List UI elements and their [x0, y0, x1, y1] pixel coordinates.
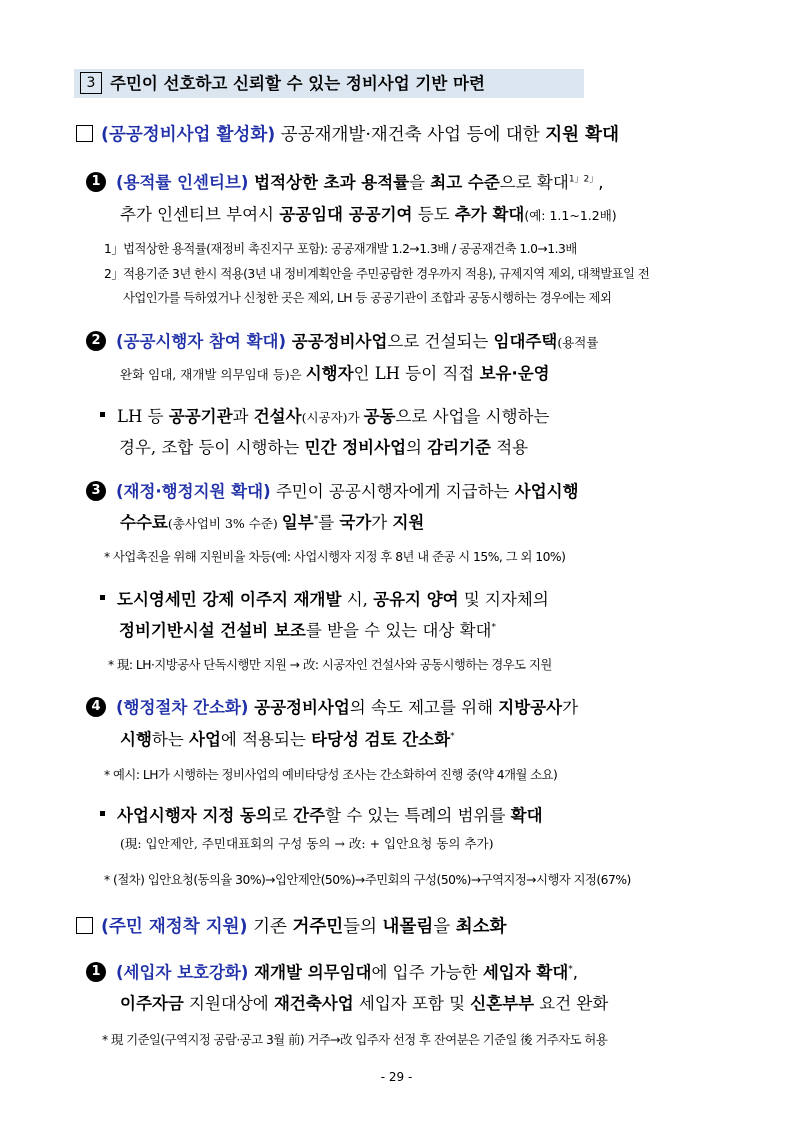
sub3-label: (재정·행정지원 확대): [116, 482, 271, 501]
sub4-text: 의 속도 제고를 위해: [349, 698, 499, 717]
item2-sub1-text: ,: [572, 963, 579, 982]
sub4-note2: * (절차) 입안요청(동의율 30%)→입안제안(50%)→주민회의 구성(50%)→구역지정→시행자 지정(67%): [104, 873, 631, 887]
sub3-text: 일부: [281, 513, 314, 532]
sub2-bullet-text: 경우, 조합 등이 시행하는: [119, 438, 305, 457]
sub2-text: 공공정비사업: [286, 332, 388, 351]
sub4-text: 시행: [120, 730, 152, 749]
sub2-bullet-text: LH 등: [117, 407, 169, 426]
sub2-bullet-text: 과: [232, 407, 254, 426]
sub2-bullet-text: 공동: [363, 407, 396, 426]
sub3-note2: * 現: LH·지방공사 단독시행만 지원 → 改: 시공자인 건설사와 공동시행하는 경우도 지원: [108, 658, 552, 672]
sub2-text: 인 LH 등이 직접: [353, 364, 480, 383]
sub4-bullet-text: 확대: [510, 806, 543, 825]
sub3-line1: [86, 478, 579, 503]
item2-heading: (주민 재정착 지원): [101, 917, 248, 937]
item2-text: 기존: [247, 917, 293, 937]
sub4-bullet-text: 간주: [293, 806, 326, 825]
sub2-text: (용적률: [557, 335, 599, 350]
sub3-bullet-text: 공유지 양여: [373, 590, 459, 609]
sub1-text: 으로 확대: [499, 173, 569, 192]
footnote-1: 1」법적상한 용적률(재정비 촉진지구 포함): 공공재개발 1.2→1.3배 / 공공재건축 1.0→1.3배: [104, 242, 577, 256]
sub2-bullet-text: 의: [406, 438, 428, 457]
sub3-text: 지원: [392, 513, 425, 532]
sub4-text: 지방공사: [498, 698, 563, 717]
item2-sub1-text: 지원대상에: [183, 994, 274, 1013]
checkbox-square-icon: [76, 917, 93, 934]
sub3-bullet-text: 도시영세민 강제 이주지 재개발: [117, 590, 342, 609]
sub1-text: 추가 확대: [454, 205, 525, 224]
sub2-line1: [86, 328, 598, 353]
circled-number-icon: 1: [86, 962, 106, 982]
item2-sub1-text: 이주자금: [120, 994, 184, 1013]
circled-number-icon: 2: [86, 331, 106, 351]
sub2-bullet-text: 민간 정비사업: [304, 438, 407, 457]
sub1-text: 을: [409, 173, 431, 192]
sub4-text: 공공정비사업: [248, 698, 350, 717]
sub4-note1: * 예시: LH가 시행하는 정비사업의 예비타당성 조사는 간소화하여 진행 중(약 4개월 소요): [104, 768, 558, 782]
footnote-ref: *: [313, 514, 319, 525]
sub1-text: 법적상한 초과 용적률: [248, 173, 410, 192]
sub4-line1: [86, 694, 578, 719]
sub4-bullet-text: 로: [271, 806, 294, 825]
sub3-bullet-line2: [119, 617, 496, 641]
sub1-text: (예: 1.1~1.2배): [524, 208, 617, 223]
sub4-label: (행정절차 간소화): [116, 698, 249, 717]
circled-number-icon: 3: [86, 481, 106, 501]
item1-heading: (공공정비사업 활성화): [101, 125, 276, 145]
sub4-text: 사업: [189, 730, 221, 749]
sub2-bullet-line2: [119, 434, 528, 458]
sub4-bullet-text: 할 수 있는 특례의 범위를: [325, 806, 511, 825]
sub1-text: 공공임대 공공기여: [279, 205, 413, 224]
sub1-line1: [86, 169, 604, 194]
sub3-text: 를: [318, 513, 340, 532]
item2-sub1-line1: [86, 959, 578, 984]
sub2-text: 완화 임대, 재개발 의무임대 등)은: [120, 367, 306, 382]
sub3-text: 사업시행: [514, 482, 579, 501]
sub2-text: 시행자: [305, 364, 354, 383]
sub1-label: (용적률 인센티브): [116, 173, 249, 192]
item1-text-bold: 지원 확대: [545, 125, 619, 145]
sub2-text: 임대주택: [493, 332, 558, 351]
circled-number-icon: 4: [86, 697, 106, 717]
sub1-line2: [120, 201, 617, 225]
footnote-ref: 1」2」: [568, 174, 599, 185]
item2-sub1-text: 재건축사업: [273, 994, 354, 1013]
item2-heading-line: [76, 913, 506, 938]
item2-text: 들의: [343, 917, 383, 937]
section-title-bar: [74, 69, 584, 98]
sub3-text: 국가: [339, 513, 372, 532]
sub4-text: 에 적용되는: [220, 730, 312, 749]
item2-sub1-text: 재개발 의무임대: [248, 963, 372, 982]
sub4-bullet-line1: [100, 802, 543, 826]
sub3-bullet-line1: [100, 586, 549, 610]
item2-text: 최소화: [455, 917, 507, 937]
item2-sub1-text: 세입자 포함 및: [353, 994, 471, 1013]
sub2-bullet-text: 적용: [490, 438, 529, 457]
sub3-text: 가: [371, 513, 393, 532]
item2-text: 을: [433, 917, 456, 937]
sub2-text: 으로 건설되는: [387, 332, 494, 351]
footnote-2-cont: 사업인가를 득하였거나 신청한 곳은 제외, LH 등 공공기관이 조합과 공동시행하는 경우에는 제외: [123, 291, 612, 305]
sub4-bullet-text: 사업시행자 지정 동의: [117, 806, 272, 825]
sub2-bullet-line1: [100, 403, 549, 427]
item2-sub1-text: 요건 완화: [534, 994, 609, 1013]
sub4-line2: [120, 726, 455, 750]
section-title: 주민이 선호하고 신뢰할 수 있는 정비사업 기반 마련: [110, 74, 485, 93]
sub3-text: 주민이 공공시행자에게 지급하는: [270, 482, 515, 501]
item1-text: 공공재개발·재건축 사업 등에 대한: [275, 125, 546, 145]
sub2-bullet-text: (시공자)가: [301, 410, 364, 425]
footnote-ref: *: [568, 964, 573, 975]
bullet-icon: [100, 412, 105, 417]
sub2-bullet-text: 으로 사업을 시행하는: [395, 407, 550, 426]
sub2-text: 보유·운영: [479, 364, 550, 383]
sub2-bullet-text: 감리기준: [427, 438, 491, 457]
footnote-2: 2」적용기준 3년 한시 적용(3년 내 정비계획안을 주민공람한 경우까지 적용), 규제지역 제외, 대책발표일 전: [104, 267, 650, 281]
sub4-text: 하는: [151, 730, 190, 749]
item2-sub1-text: 세입자 확대: [482, 963, 569, 982]
sub2-bullet-text: 건설사: [253, 407, 302, 426]
circled-number-icon: 1: [86, 172, 106, 192]
sub3-bullet-text: 및 지자체의: [458, 590, 549, 609]
item2-sub1-note: * 現 기준일(구역지정 공람·공고 3월 前) 거주→改 입주자 선정 후 잔여분은 기준일 後 거주자도 허용: [102, 1033, 608, 1047]
sub2-bullet-text: 공공기관: [168, 407, 233, 426]
section-number: 3: [80, 72, 102, 94]
sub3-text: (총사업비 3% 수준): [167, 516, 282, 531]
bullet-icon: [100, 811, 105, 816]
sub2-label: (공공시행자 참여 확대): [116, 332, 287, 351]
page-number: - 29 -: [380, 1070, 413, 1084]
sub3-line2: [120, 509, 424, 533]
footnote-ref: *: [491, 622, 496, 633]
sub4-text: 타당성 검토 간소화: [311, 730, 451, 749]
bullet-icon: [100, 595, 105, 600]
item2-text: 내몰림: [382, 917, 434, 937]
sub3-bullet-text: 정비기반시설 건설비 보조: [119, 621, 306, 640]
sub1-text: 추가 인센티브 부여시: [120, 205, 280, 224]
sub3-bullet-text: 시,: [341, 590, 374, 609]
sub3-note1: * 사업촉진을 위해 지원비율 차등(예: 사업시행자 지정 후 8년 내 준공 시 15%, 그 외 10%): [104, 550, 566, 564]
item2-text: 거주민: [292, 917, 344, 937]
sub4-bullet-line2: (現: 입안제안, 주민대표회의 구성 동의 → 改: + 입안요청 동의 추가): [120, 836, 494, 851]
sub2-line2: [120, 360, 550, 384]
sub3-bullet-text: 를 받을 수 있는 대상 확대: [305, 621, 492, 640]
item2-sub1-label: (세입자 보호강화): [116, 963, 249, 982]
item2-sub1-text: 에 입주 가능한: [371, 963, 483, 982]
sub1-text: 등도: [412, 205, 455, 224]
checkbox-square-icon: [76, 125, 93, 142]
sub4-text: 가: [562, 698, 579, 717]
item2-sub1-text: 신혼부부: [470, 994, 535, 1013]
item2-sub1-line2: [120, 990, 608, 1014]
item1-heading-line: [76, 121, 619, 146]
sub1-text: 최고 수준: [430, 173, 500, 192]
sub1-text: ,: [598, 173, 604, 192]
sub3-text: 수수료: [120, 513, 168, 532]
footnote-ref: *: [450, 731, 455, 742]
